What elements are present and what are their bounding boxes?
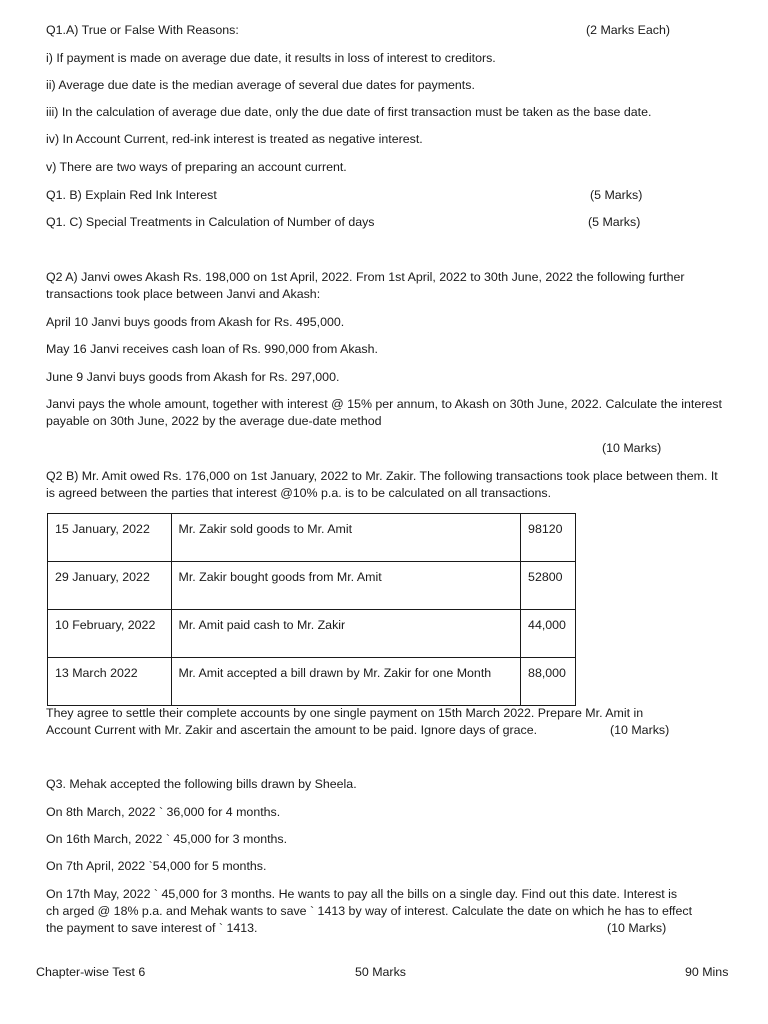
table-row	[48, 610, 576, 658]
q2b-marks: (10 Marks)	[610, 723, 670, 737]
q2b-intro: Q2 B) Mr. Amit owed Rs. 176,000 on 1st January, 2022 to Mr. Zakir. The following transactions took place between them. It is agreed between the parties that interest @10% p.a. is to be calculated on all transactions.	[46, 469, 718, 500]
table-row	[48, 562, 576, 610]
row-date: 15 January, 2022	[48, 514, 172, 562]
q2b-closing-line-2: Account Current with Mr. Zakir and ascertain the amount to be paid. Ignore days of grace.	[46, 723, 538, 737]
q3-line-2: On 16th March, 2022 ` 45,000 for 3 months.	[46, 832, 288, 846]
q3-closing-line-3: the payment to save interest of ` 1413.	[46, 921, 258, 935]
q3-intro: Q3. Mehak accepted the following bills drawn by Sheela.	[46, 777, 357, 791]
q2a-line-2: May 16 Janvi receives cash loan of Rs. 990,000 from Akash.	[46, 342, 378, 356]
q1a-item-1: i) If payment is made on average due date, it results in loss of interest to creditors.	[46, 51, 496, 65]
q1a-item-2: ii) Average due date is the median average of several due dates for payments.	[46, 78, 475, 92]
row-amount: 98120	[521, 514, 576, 562]
row-amount: 52800	[521, 562, 576, 610]
q1a-item-4: iv) In Account Current, red-ink interest is treated as negative interest.	[46, 132, 423, 146]
table-row	[48, 514, 576, 562]
q3-line-1: On 8th March, 2022 ` 36,000 for 4 months.	[46, 805, 281, 819]
q3-closing-line-2: ch arged @ 18% p.a. and Mehak wants to save ` 1413 by way of interest. Calculate the date on which he has to effect	[46, 904, 693, 918]
transactions-table	[47, 513, 576, 706]
row-date: 10 February, 2022	[48, 610, 172, 658]
row-description: Mr. Amit accepted a bill drawn by Mr. Zakir for one Month	[171, 658, 521, 706]
q1a-item-5: v) There are two ways of preparing an account current.	[46, 160, 347, 174]
footer-duration: 90 Mins	[685, 965, 729, 979]
q1b-marks: (5 Marks)	[590, 188, 643, 202]
q1a-marks: (2 Marks Each)	[586, 23, 670, 37]
table-row	[48, 658, 576, 706]
footer-test-name: Chapter-wise Test 6	[36, 965, 146, 979]
q2a-closing: Janvi pays the whole amount, together with interest @ 15% per annum, to Akash on 30th June, 2022. Calculate the interest payable on 30th June, 2022 by the average due-date method	[46, 397, 722, 428]
row-amount: 88,000	[521, 658, 576, 706]
q2a-marks: (10 Marks)	[602, 441, 662, 455]
q2a-line-1: April 10 Janvi buys goods from Akash for Rs. 495,000.	[46, 315, 345, 329]
q3-line-3: On 7th April, 2022 `54,000 for 5 months.	[46, 859, 267, 873]
q1a-item-3: iii) In the calculation of average due date, only the due date of first transaction must be taken as the base date.	[46, 105, 652, 119]
row-date: 29 January, 2022	[48, 562, 172, 610]
q3-closing-line-1: On 17th May, 2022 ` 45,000 for 3 months. He wants to pay all the bills on a single day. Find out this date. Interest is	[46, 887, 678, 901]
q1b-text: Q1. B) Explain Red Ink Interest	[46, 188, 217, 202]
q2b-closing-line-1: They agree to settle their complete accounts by one single payment on 15th March 2022. Prepare Mr. Amit in	[46, 706, 644, 720]
q3-marks: (10 Marks)	[607, 921, 667, 935]
row-amount: 44,000	[521, 610, 576, 658]
q2a-intro: Q2 A) Janvi owes Akash Rs. 198,000 on 1st April, 2022. From 1st April, 2022 to 30th June, 2022 the following further transactions took place between Janvi and Akash:	[46, 270, 685, 301]
row-description: Mr. Amit paid cash to Mr. Zakir	[171, 610, 521, 658]
q1c-marks: (5 Marks)	[588, 215, 641, 229]
q1c-text: Q1. C) Special Treatments in Calculation of Number of days	[46, 215, 375, 229]
row-description: Mr. Zakir sold goods to Mr. Amit	[171, 514, 521, 562]
q2a-line-3: June 9 Janvi buys goods from Akash for Rs. 297,000.	[46, 370, 340, 384]
row-description: Mr. Zakir bought goods from Mr. Amit	[171, 562, 521, 610]
footer-total-marks: 50 Marks	[355, 965, 406, 979]
row-date: 13 March 2022	[48, 658, 172, 706]
q1a-heading: Q1.A) True or False With Reasons:	[46, 23, 239, 37]
